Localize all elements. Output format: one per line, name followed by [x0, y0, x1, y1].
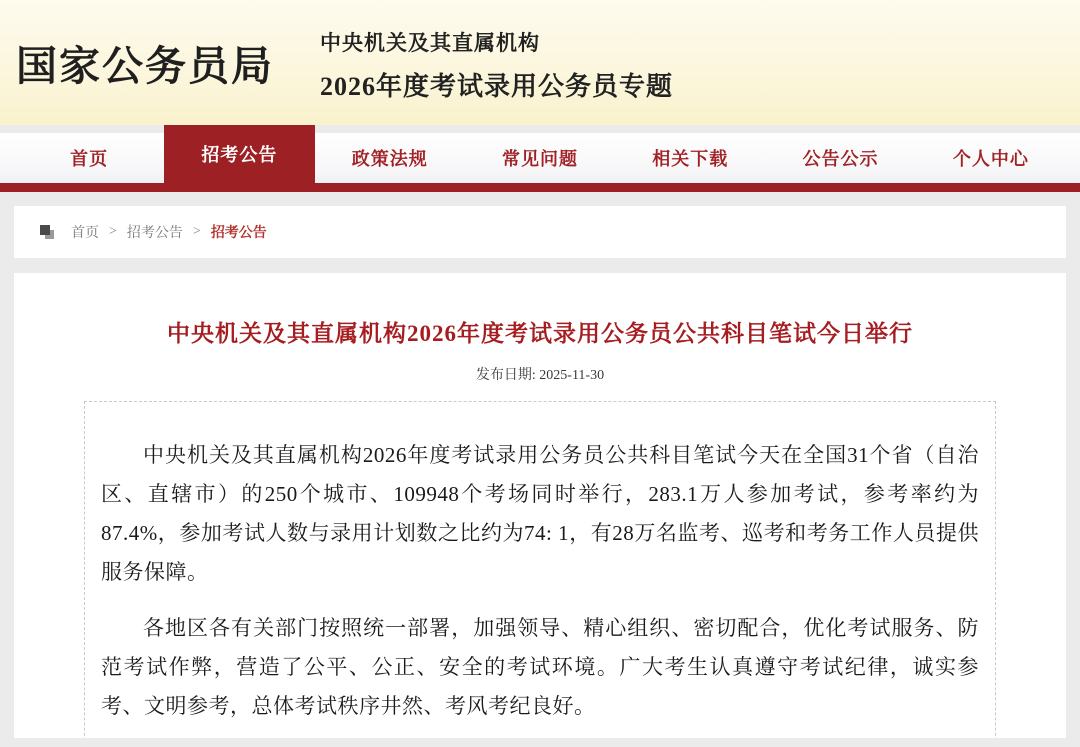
nav-bottom-strip [0, 183, 1080, 192]
article-paragraph: 中央机关及其直属机构2026年度考试录用公务员公共科目笔试今天在全国31个省（自治区、直辖市）的250个城市、109948个考场同时举行，283.1万人参加考试，参考率约为87.4%，参加考试人数与录用计划数之比约为74: 1，有28万名监考、巡考和考务工作人员提供服务保障。 [101, 443, 979, 584]
breadcrumb-separator: > [109, 224, 117, 239]
breadcrumb-item-home[interactable]: 首页 [71, 226, 99, 241]
nav-tab-downloads[interactable]: 相关下载 [652, 149, 729, 169]
article-paragraph: 各地区各有关部门按照统一部署，加强领导、精心组织、密切配合，优化考试服务、防范考试作弊，营造了公平、公正、安全的考试环境。广大考生认真遵守考试纪律，诚实参考、文明参考，总体考试秩序井然、考风考纪良好。 [101, 616, 979, 718]
nav-tab-recruitment-announcements[interactable]: 招考公告 [164, 125, 314, 183]
breadcrumb-item-current: 招考公告 [210, 226, 267, 241]
breadcrumb [14, 206, 1066, 258]
article-body [84, 401, 996, 738]
article-title: 中央机关及其直属机构2026年度考试录用公务员公共科目笔试今日举行 [167, 321, 913, 346]
nav-items [0, 125, 1080, 183]
header-subtitle-org: 中央机关及其直属机构 [320, 30, 540, 55]
breadcrumb-separator: > [192, 224, 201, 239]
nav-tab-faq[interactable]: 常见问题 [501, 149, 578, 169]
nav-tab-public-notices[interactable]: 公告公示 [802, 149, 879, 169]
header-subtitle-topic: 2026年度考试录用公务员专题 [320, 71, 674, 101]
breadcrumb-item-announcements[interactable]: 招考公告 [126, 226, 183, 241]
article-publish-date: 发布日期: 2025-11-30 [475, 368, 605, 383]
nav-tab-policies[interactable]: 政策法规 [351, 149, 428, 169]
main-navigation [0, 125, 1080, 183]
article-card [14, 273, 1066, 738]
header-titles [320, 23, 673, 103]
nav-tab-home[interactable]: 首页 [70, 149, 109, 169]
site-logo-text[interactable]: 国家公务员局 [16, 43, 274, 89]
breadcrumb-marker-icon [40, 225, 55, 240]
nav-tab-personal-center[interactable]: 个人中心 [952, 149, 1029, 169]
site-header [0, 0, 1080, 125]
